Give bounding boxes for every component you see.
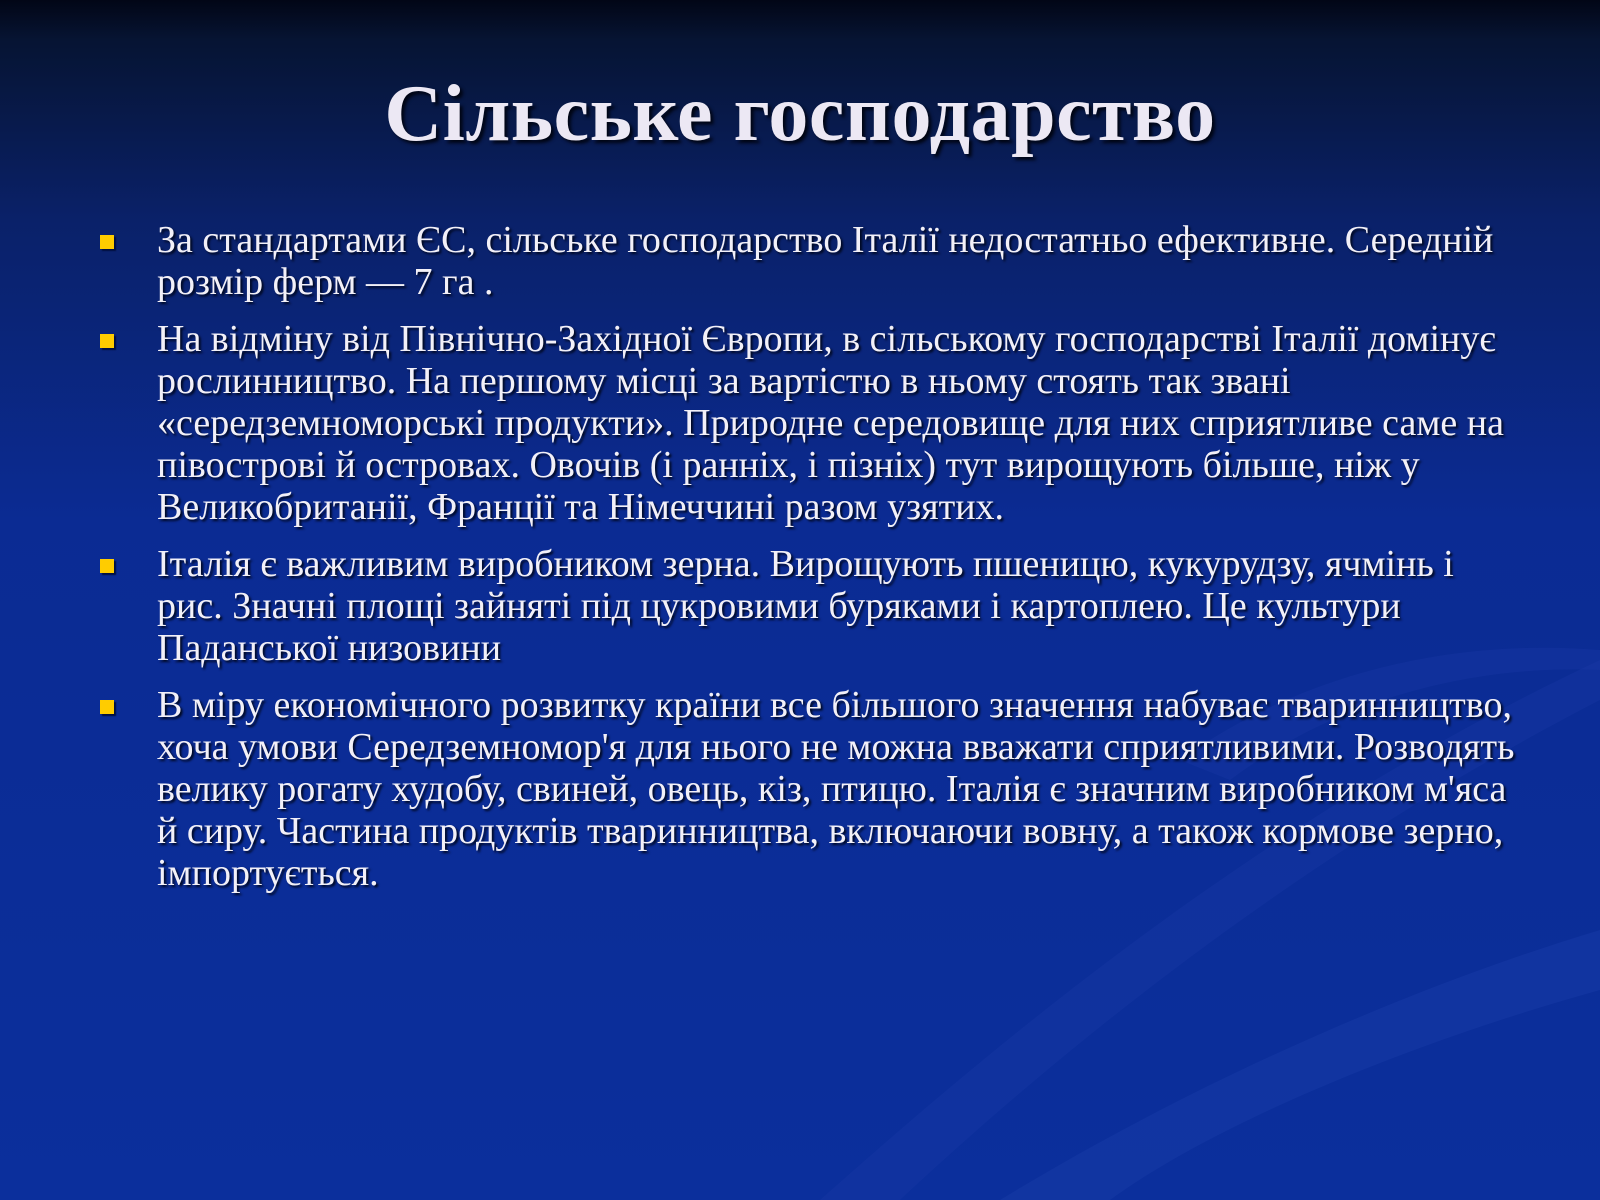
bullet-text: Італія є важливим виробником зерна. Вирощують пшеницю, кукурудзу, ячмінь і рис. Значні площі зайняті під цукровими буряками і картоплею. Це культури Паданської низовини	[157, 543, 1454, 669]
slide-title: Сільське господарство	[384, 69, 1216, 158]
swoosh-band-lower	[1000, 930, 1600, 1200]
bullet-text: В міру економічного розвитку країни все більшого значення набуває тваринництво, хоча умови Середземномор'я для нього не можна вважати сприятливими. Розводять велику рогату худобу, свиней, овець, кіз, птицю. Італія є значним виробником м'яса й сиру. Частина продуктів тваринництва, включаючи вовну, а також кормове зерно, імпортується.	[157, 684, 1515, 894]
bullet-text: На відміну від Північно-Західної Європи, в сільському господарстві Італії домінує рослинництво. На першому місці за вартістю в ньому стоять так звані «середземноморські продукти». Природне середовище для них сприятливе саме на півострові й островах. Овочів (і ранніх, і пізніх) тут вирощують більше, ніж у Великобританії, Франції та Німеччині разом узятих.	[157, 318, 1504, 528]
bullet-item	[96, 684, 1516, 894]
bullet-item	[96, 543, 1516, 669]
square-bullet-icon	[100, 700, 114, 714]
square-bullet-icon	[100, 235, 114, 249]
bullet-list	[96, 219, 1516, 909]
square-bullet-icon	[100, 559, 114, 573]
square-bullet-icon	[100, 334, 114, 348]
bullet-item	[96, 318, 1516, 528]
bullet-item	[96, 219, 1516, 303]
bullet-text: За стандартами ЄС, сільське господарство Італії недостатньо ефективне. Середній розмір ферм — 7 га .	[157, 219, 1494, 303]
